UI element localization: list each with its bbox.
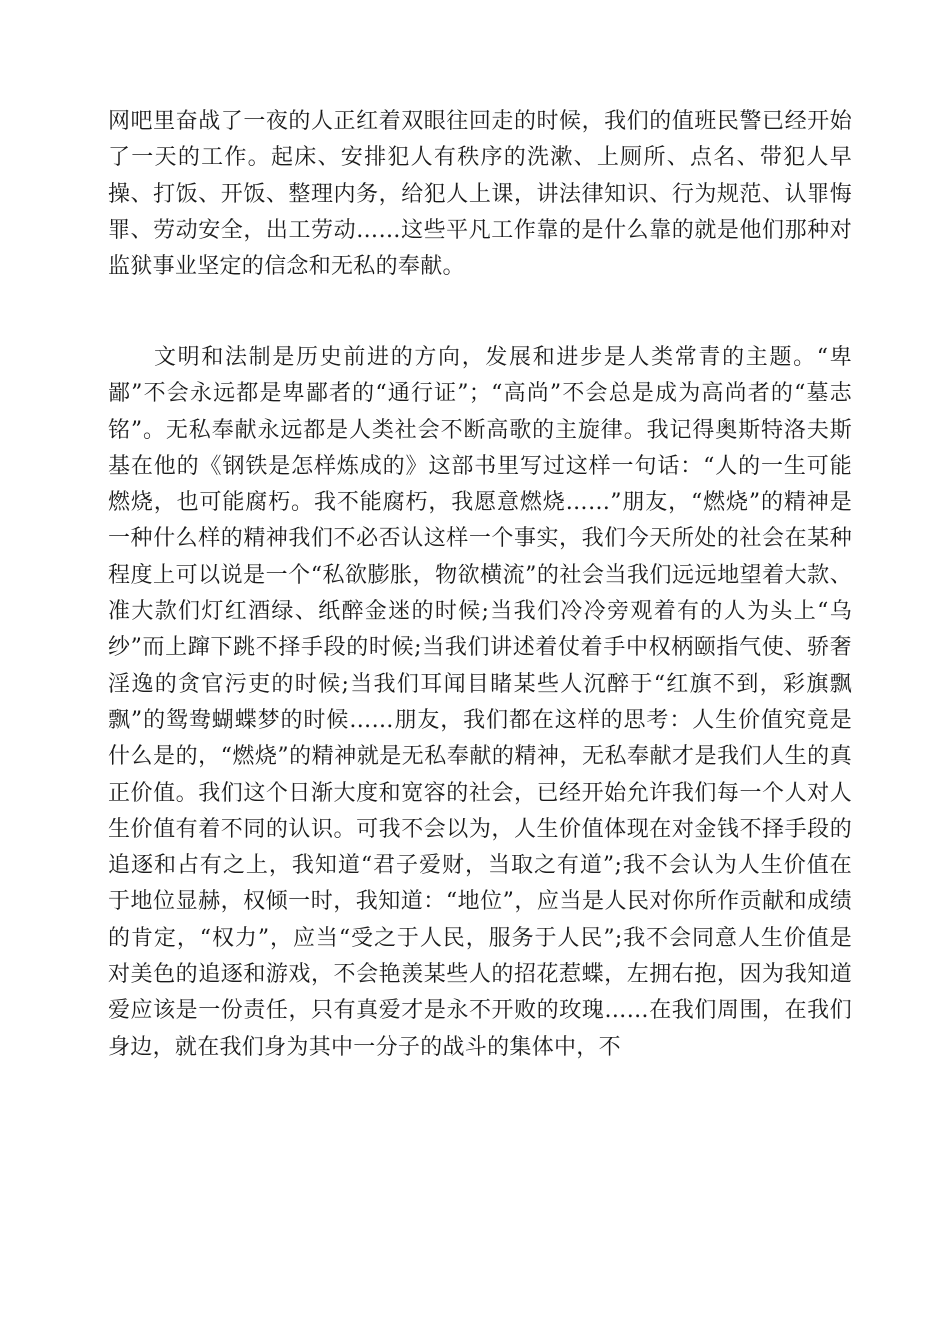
body-paragraph: 文明和法制是历史前进的方向，发展和进步是人类常青的主题。“卑鄙”不会永远都是卑鄙者的“通行证”；“高尚”不会总是成为高尚者的“墓志铭”。无私奉献永远都是人类社会不断高歌的主旋律。我记得奥斯特洛夫斯基在他的《钢铁是怎样炼成的》这部书里写过这样一句话：“人的一生可能燃烧，也可能腐朽。我不能腐朽，我愿意燃烧……”朋友，“燃烧”的精神是一种什么样的精神我们不必否认这样一个事实，我们今天所处的社会在某种程度上可以说是一个“私欲膨胀，物欲横流”的社会当我们远远地望着大款、准大款们灯红酒绿、纸醉金迷的时候;当我们冷冷旁观着有的人为头上“乌纱”而上蹿下跳不择手段的时候;当我们讲述着仗着手中权柄颐指气使、骄奢淫逸的贪官污吏的时候;当我们耳闻目睹某些人沉醉于“红旗不到，彩旗飘飘”的鸳鸯蝴蝶梦的时候……朋友，我们都在这样的思考：人生价值究竟是什么是的，“燃烧”的精神就是无私奉献的精神，无私奉献才是我们人生的真正价值。我们这个日渐大度和宽容的社会，已经开始允许我们每一个人对人生价值有着不同的认识。可我不会以为，人生价值体现在对金钱不择手段的追逐和占有之上，我知道“君子爱财，当取之有道”;我不会认为人生价值在于地位显赫，权倾一时，我知道：“地位”，应当是人民对你所作贡献和成绩的肯定，“权力”，应当“受之于人民，服务于人民”;我不会同意人生价值是对美色的追逐和游戏，不会艳羡某些人的招花惹蝶，左拥右抱，因为我知道爱应该是一份责任，只有真爱才是永不开败的玫瑰……在我们周围，在我们身边，就在我们身为其中一分子的战斗的集体中，不 bbox=[108, 345, 852, 1060]
body-paragraph: 网吧里奋战了一夜的人正红着双眼往回走的时候，我们的值班民警已经开始了一天的工作。起床、安排犯人有秩序的洗漱、上厕所、点名、带犯人早操、打饭、开饭、整理内务，给犯人上课，讲法律知识、行为规范、认罪悔罪、劳动安全，出工劳动……这些平凡工作靠的是什么靠的就是他们那种对监狱事业坚定的信念和无私的奉献。 bbox=[108, 109, 852, 280]
